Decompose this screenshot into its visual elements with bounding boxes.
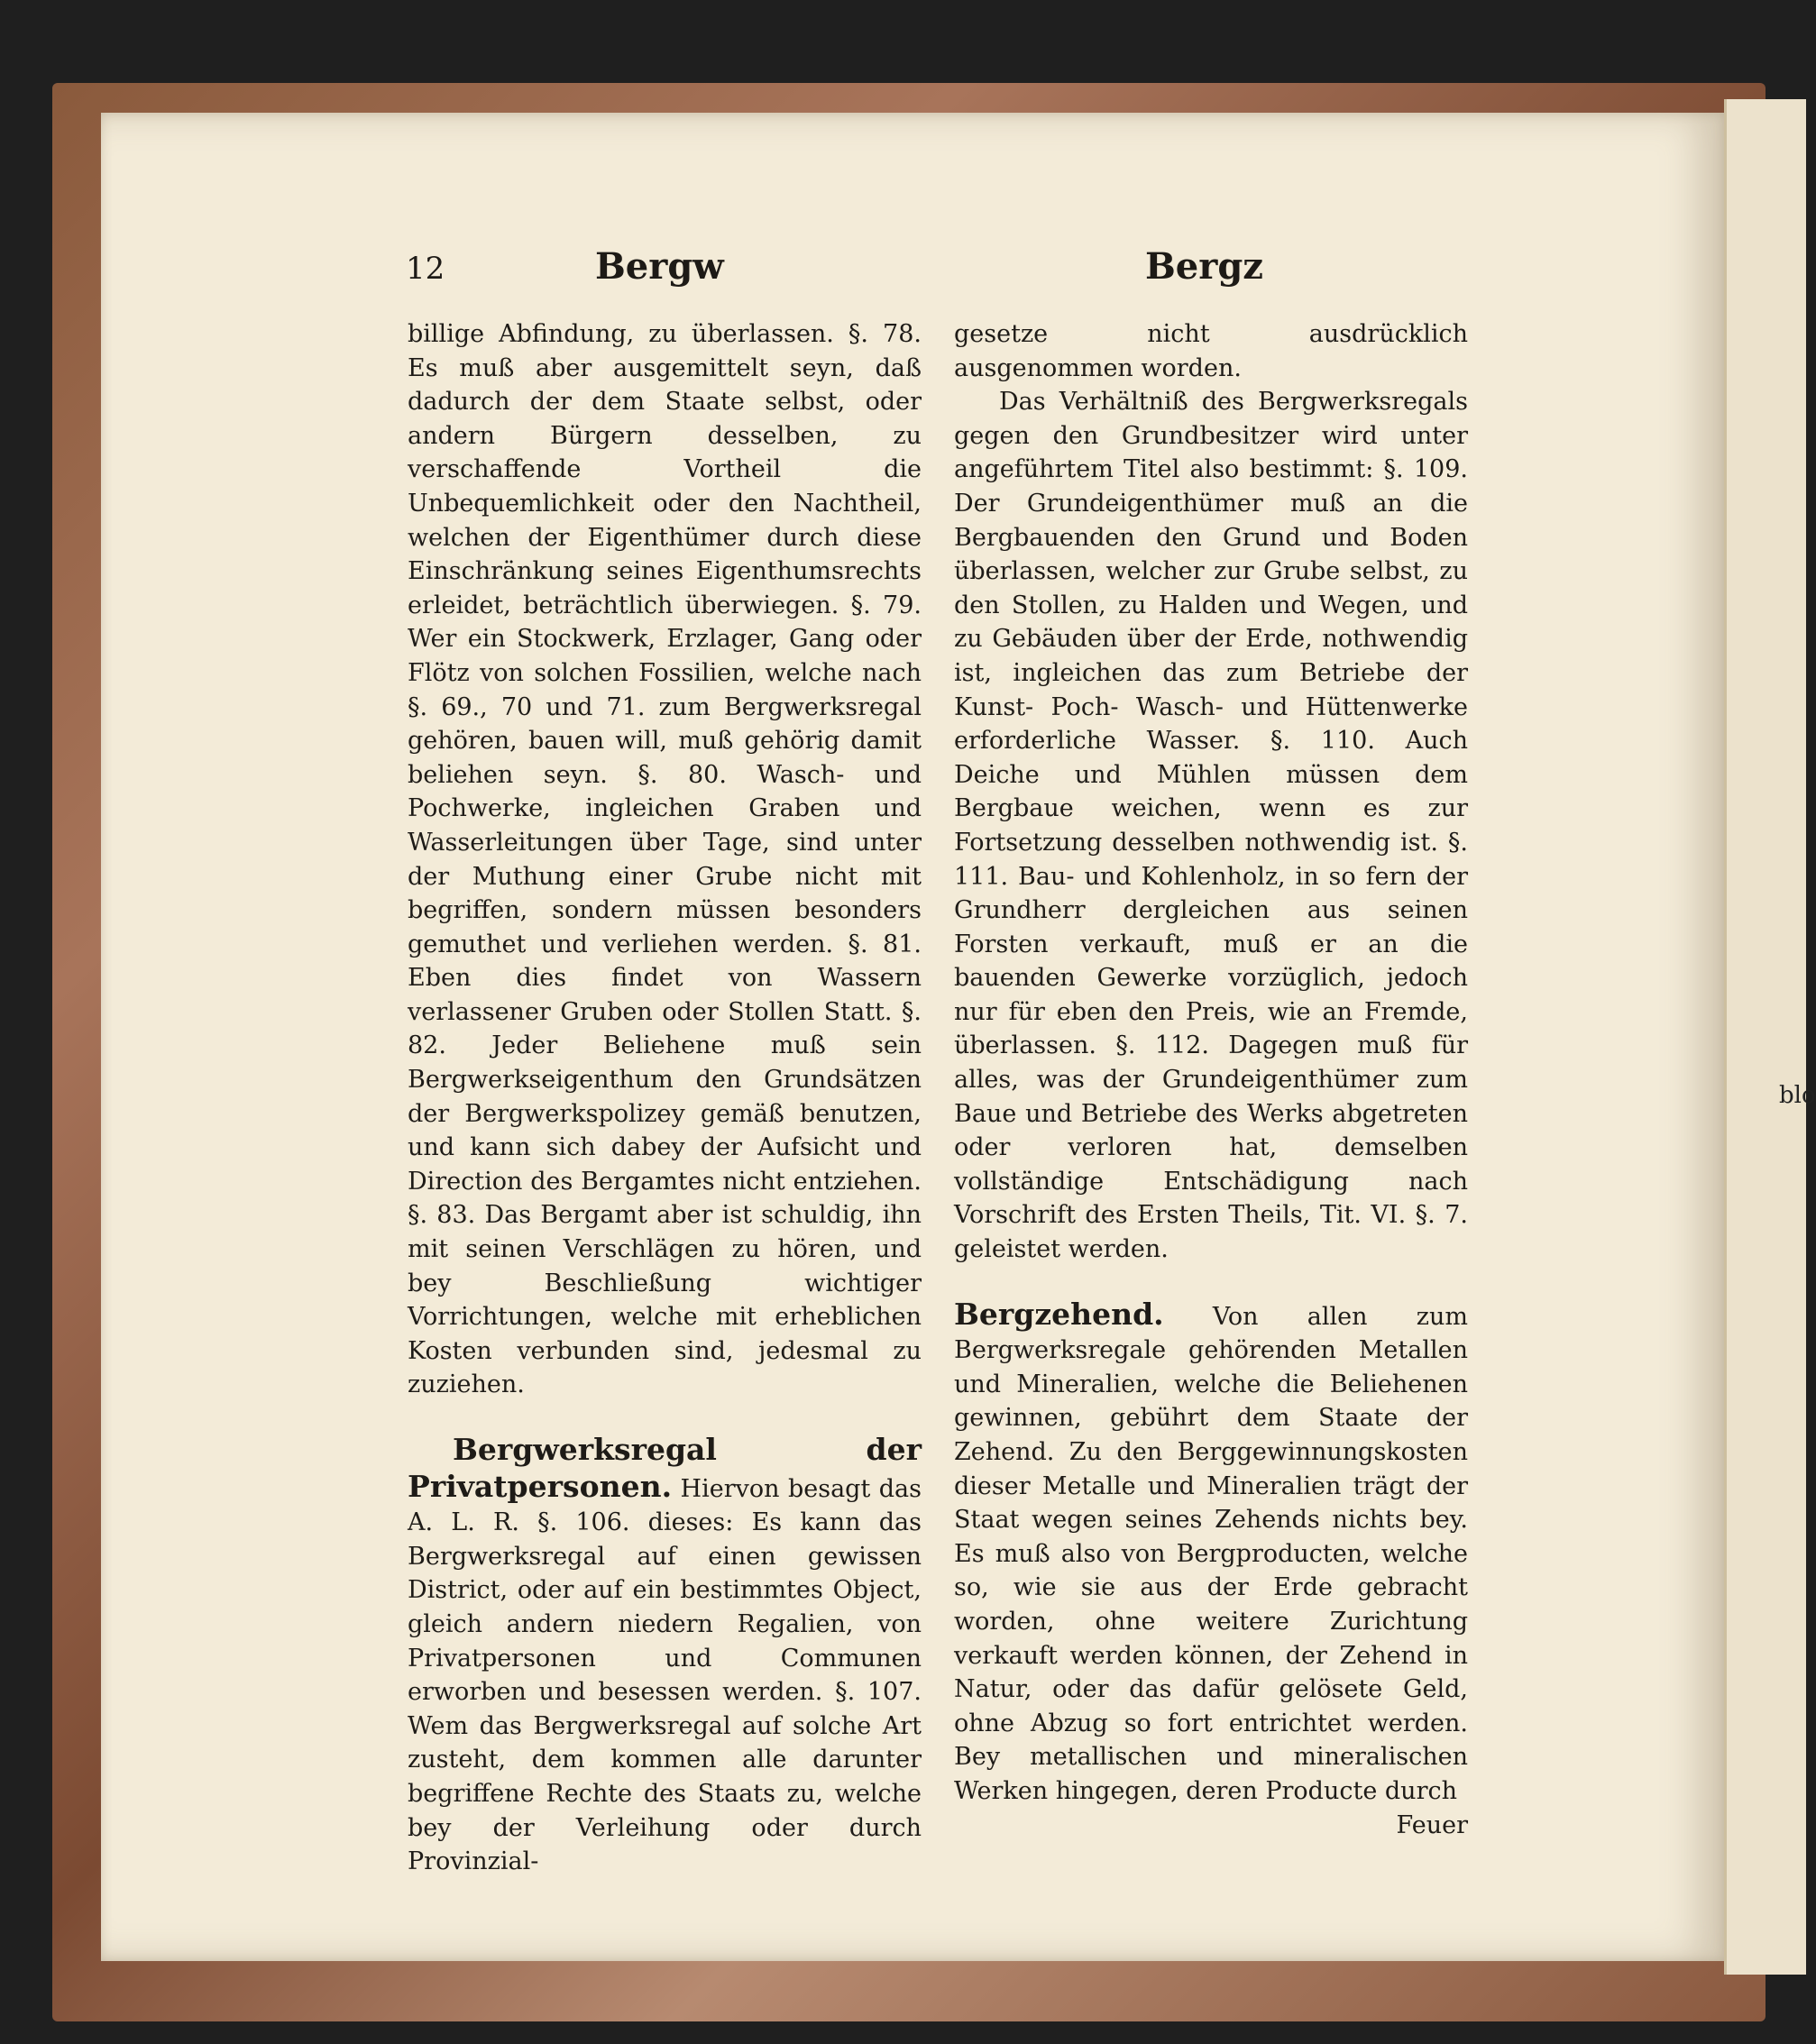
next-page-edge — [1724, 99, 1816, 1975]
left-column — [408, 317, 922, 1879]
page-number: 12 — [406, 251, 445, 287]
right-entry — [954, 1297, 1468, 1843]
next-page-text-fragment: blo — [1779, 1082, 1816, 1109]
entry-heading-bergzehend: Bergzehend. — [954, 1296, 1164, 1332]
entry-heading-privatpersonen: Bergwerksregal der Privatpersonen. — [408, 1432, 922, 1504]
left-entry — [408, 1433, 922, 1879]
page-catchword: Feuer — [1396, 1810, 1468, 1839]
right-paragraph-1: gesetze nicht ausdrücklich ausgenommen worden. — [954, 320, 1468, 382]
catchword-left: Bergw — [595, 245, 724, 288]
right-paragraph-2: Das Verhältniß des Bergwerksregals gegen den Grundbesitzer wird unter angeführtem Titel also bestimmt: §. 109. Der Grundeigenthümer muß an die Bergbauenden den Grund und Boden überlassen, welcher zur Grube selbst, zu den Stollen, zu Halden und Wegen, und zu Gebäuden über der Erde, nothwendig ist, ingleichen das zum Betriebe der Kunst- Poch- Wasch- und Hüttenwerke erforderliche Wasser. §. 110. Auch Deiche und Mühlen müssen dem Bergbaue weichen, wenn es zur Fortsetzung desselben nothwendig ist. §. 111. Bau- und Kohlenholz, in so fern der Grundherr dergleichen aus seinen Forsten verkauft, muß er an die bauenden Gewerke vorzüglich, jedoch nur für eben den Preis, wie an Fremde, überlassen. §. 112. Dagegen muß für alles, was der Grundeigenthümer zum Baue und Betriebe des Werks abgetreten oder verloren hat, demselben vollständige Entschädigung nach Vorschrift des Ersten Theils, Tit. VI. §. 7. geleistet werden. — [954, 388, 1468, 1264]
right-column — [954, 317, 1468, 1842]
left-paragraph: billige Abfindung, zu überlassen. §. 78. Es muß aber ausgemittelt seyn, daß dadurch der dem Staate selbst, oder andern Bürgern desselben, zu verschaffende Vortheil die Unbequemlichkeit oder den Nachtheil, welchen der Eigenthümer durch diese Einschränkung seines Eigenthumsrechts erleidet, beträchtlich überwiegen. §. 79. Wer ein Stockwerk, Erzlager, Gang oder Flötz von solchen Fossilien, welche nach §. 69., 70 und 71. zum Bergwerksregal gehören, bauen will, muß gehörig damit beliehen seyn. §. 80. Wasch- und Pochwerke, ingleichen Graben und Wasserleitungen über Tage, sind unter der Muthung einer Grube nicht mit begriffen, sondern müssen besonders gemuthet und verliehen werden. §. 81. Eben dies findet von Wassern verlassener Gruben oder Stollen Statt. §. 82. Jeder Beliehene muß sein Bergwerkseigenthum den Grundsätzen der Bergwerkspolizey gemäß benutzen, und kann sich dabey der Aufsicht und Direction des Bergamtes nicht entziehen. §. 83. Das Bergamt aber ist schuldig, ihn mit seinen Verschlägen zu hören, und bey Beschließung wichtiger Vorrichtungen, welche mit erheblichen Kosten verbunden sind, jedesmal zu zuziehen. — [408, 320, 922, 1399]
running-header — [406, 245, 1479, 299]
entry-text-bergzehend: Von allen zum Bergwerksregale gehörenden Metallen und Mineralien, welche die Beliehenen gewinnen, gebührt dem Staate der Zehend. Zu den Berggewinnungskosten dieser Metalle und Mineralien trägt der Staat wegen seines Zehends nichts bey. Es muß also von Bergproducten, welche so, wie sie aus der Erde gebracht worden, ohne weitere Zurichtung verkauft werden können, der Zehend in Natur, oder das dafür gelösete Geld, ohne Abzug so fort entrichtet werden. Bey metallischen und mineralischen Werken hingegen, deren Producte durch — [954, 1302, 1468, 1805]
catchword-right: Bergz — [1145, 245, 1264, 288]
entry-text-privatpersonen: Hiervon besagt das A. L. R. §. 106. dieses: Es kann das Bergwerksregal auf einen gewissen District, oder auf ein bestimmtes Object, gleich andern niedern Regalien, von Privatpersonen und Communen erworben und besessen werden. §. 107. Wem das Bergwerksregal auf solche Art zusteht, dem kommen alle darunter begriffene Rechte des Staats zu, welche bey der Verleihung oder durch Provinzial- — [408, 1474, 922, 1876]
